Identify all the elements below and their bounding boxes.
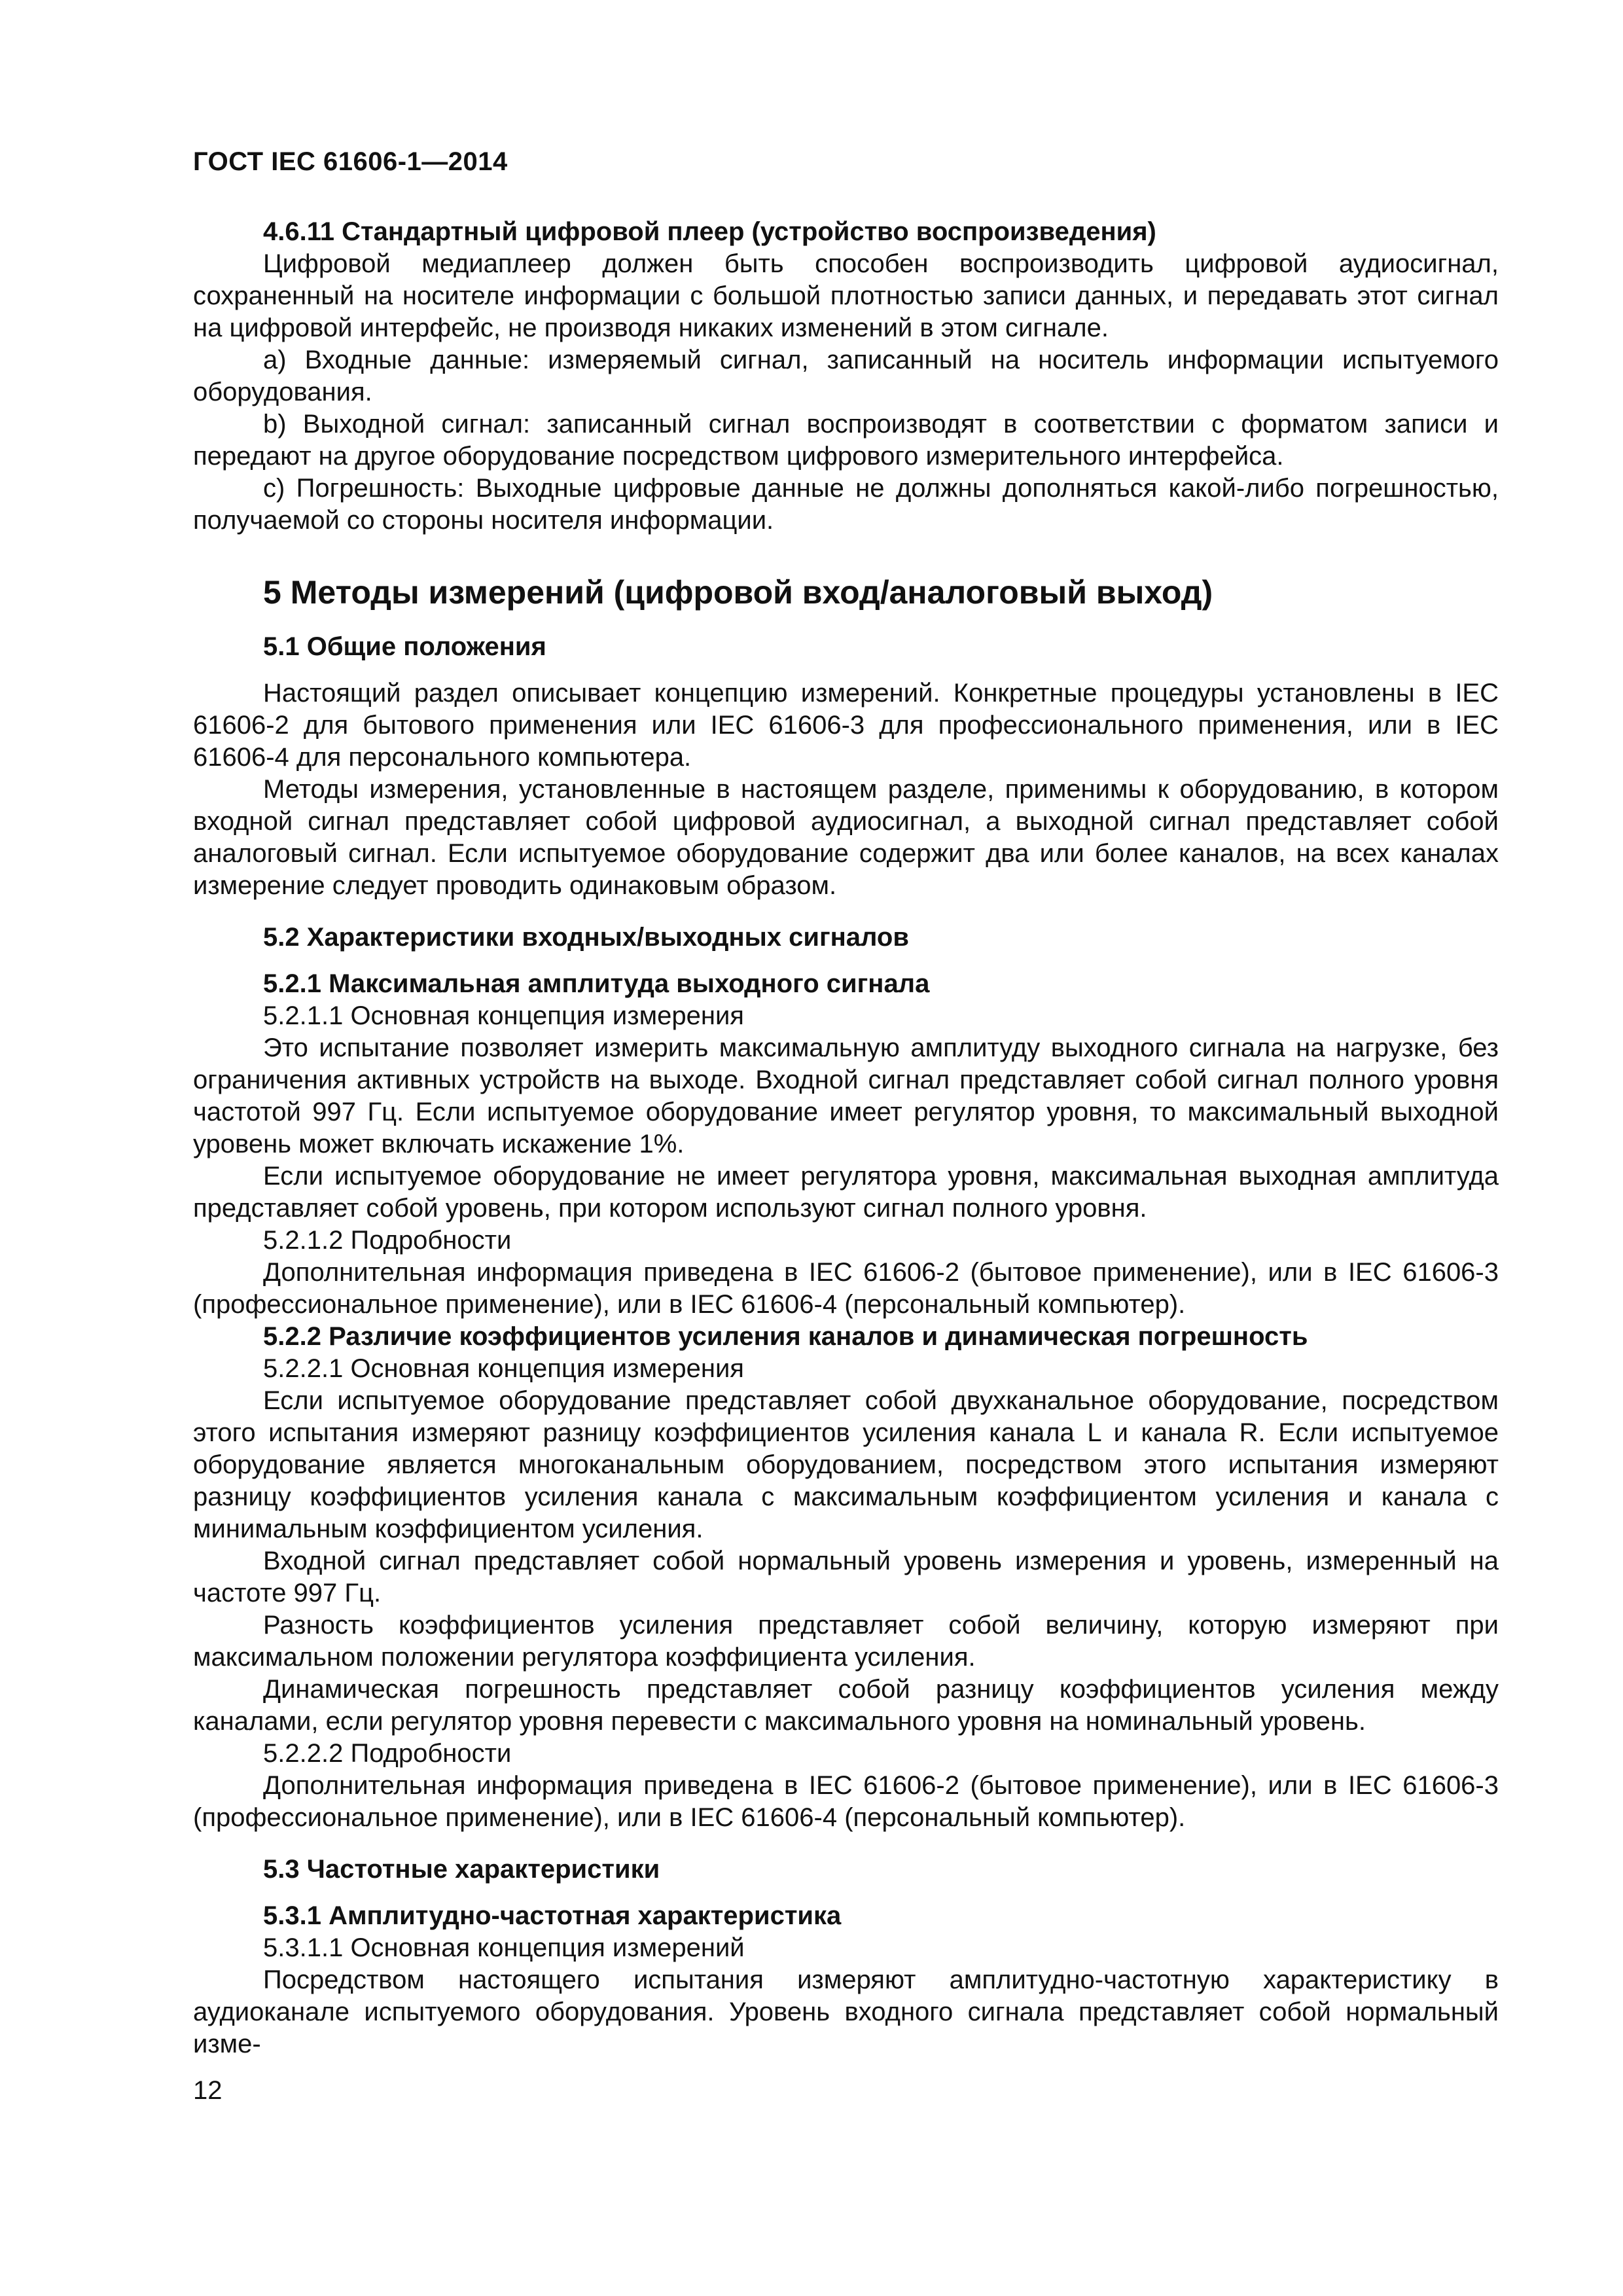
paragraph: Входной сигнал представляет собой нормальный уровень измерения и уровень, измеренный на частоте 997 Гц. — [193, 1547, 1499, 1607]
paragraph: Посредством настоящего испытания измеряют амплитудно-частотную характеристику в аудиоканале испытуемого оборудования. Уровень входного сигнала представляет собой нормальный изме- — [193, 1965, 1499, 2058]
paragraph: Дополнительная информация приведена в IEC 61606-2 (бытовое применение), или в IEC 61606-3 (профессиональное применение), или в IEC 61606-4 (персональный компьютер). — [193, 1771, 1499, 1832]
section-5-2-1-1-title: 5.2.1.1 Основная концепция измерения — [263, 1001, 744, 1030]
section-5-2-title: 5.2 Характеристики входных/выходных сигналов — [263, 923, 909, 952]
section-5-title: 5 Методы измерений (цифровой вход/аналоговый выход) — [263, 574, 1213, 611]
section-5-1-title: 5.1 Общие положения — [263, 632, 546, 661]
section-4-6-11-title: 4.6.11 Стандартный цифровой плеер (устройство воспроизведения) — [263, 217, 1156, 246]
section-5-2-1-title: 5.2.1 Максимальная амплитуда выходного сигнала — [263, 969, 930, 998]
section-5-3-title: 5.3 Частотные характеристики — [263, 1855, 660, 1884]
paragraph: Дополнительная информация приведена в IEC 61606-2 (бытовое применение), или в IEC 61606-3 (профессиональное применение), или в IEC 61606-4 (персональный компьютер). — [193, 1258, 1499, 1319]
list-item-a: a) Входные данные: измеряемый сигнал, записанный на носитель информации испытуемого оборудования. — [193, 346, 1499, 406]
document-header: ГОСТ IEC 61606-1—2014 — [193, 147, 508, 176]
paragraph: Разность коэффициентов усиления представляет собой величину, которую измеряют при максимальном положении регулятора коэффициента усиления. — [193, 1611, 1499, 1672]
section-5-2-1-2-title: 5.2.1.2 Подробности — [263, 1226, 512, 1255]
page-content — [193, 216, 1499, 2060]
paragraph: Это испытание позволяет измерить максимальную амплитуду выходного сигнала на нагрузке, без ограничения активных устройств на выходе. Входной сигнал представляет собой сигнал полного уровня частотой 997 Гц. Если испытуемое оборудование имеет регулятор уровня, то максимальный выходной уровень может включать искажение 1%. — [193, 1033, 1499, 1158]
paragraph: Цифровой медиаплеер должен быть способен воспроизводить цифровой аудиосигнал, сохраненный на носителе информации с большой плотностью записи данных, и передавать этот сигнал на цифровой интерфейс, не производя никаких изменений в этом сигнале. — [193, 249, 1499, 342]
section-5-2-2-2-title: 5.2.2.2 Подробности — [263, 1739, 512, 1768]
paragraph: Если испытуемое оборудование не имеет регулятора уровня, максимальная выходная амплитуда представляет собой уровень, при котором используют сигнал полного уровня. — [193, 1162, 1499, 1223]
section-5-2-2-title: 5.2.2 Различие коэффициентов усиления каналов и динамическая погрешность — [263, 1322, 1308, 1351]
list-item-b: b) Выходной сигнал: записанный сигнал воспроизводят в соответствии с форматом записи и передают на другое оборудование посредством цифрового измерительного интерфейса. — [193, 410, 1499, 471]
paragraph: Методы измерения, установленные в настоящем разделе, применимы к оборудованию, в котором входной сигнал представляет собой цифровой аудиосигнал, а выходной сигнал представляет собой аналоговый сигнал. Если испытуемое оборудование содержит два или более каналов, на всех каналах измерение следует проводить одинаковым образом. — [193, 775, 1499, 900]
list-item-c: c) Погрешность: Выходные цифровые данные не должны дополняться какой-либо погрешностью, получаемой со стороны носителя информации. — [193, 474, 1499, 535]
section-5-3-1-1-title: 5.3.1.1 Основная концепция измерений — [263, 1933, 745, 1962]
paragraph: Динамическая погрешность представляет собой разницу коэффициентов усиления между каналами, если регулятор уровня перевести с максимального уровня на номинальный уровень. — [193, 1675, 1499, 1736]
section-5-3-1-title: 5.3.1 Амплитудно-частотная характеристика — [263, 1901, 842, 1930]
section-5-2-2-1-title: 5.2.2.1 Основная концепция измерения — [263, 1354, 744, 1383]
paragraph: Настоящий раздел описывает концепцию измерений. Конкретные процедуры установлены в IEC 61606-2 для бытового применения или IEC 61606-3 для профессионального применения, или в IEC 61606-4 для персонального компьютера. — [193, 679, 1499, 772]
paragraph: Если испытуемое оборудование представляет собой двухканальное оборудование, посредством этого испытания измеряют разницу коэффициентов усиления канала L и канала R. Если испытуемое оборудование является многоканальным оборудованием, посредством этого испытания измеряют разницу коэффициентов усиления канала с максимальным коэффициентом усиления и канала с минимальным коэффициентом усиления. — [193, 1386, 1499, 1543]
page-number: 12 — [193, 2076, 223, 2105]
